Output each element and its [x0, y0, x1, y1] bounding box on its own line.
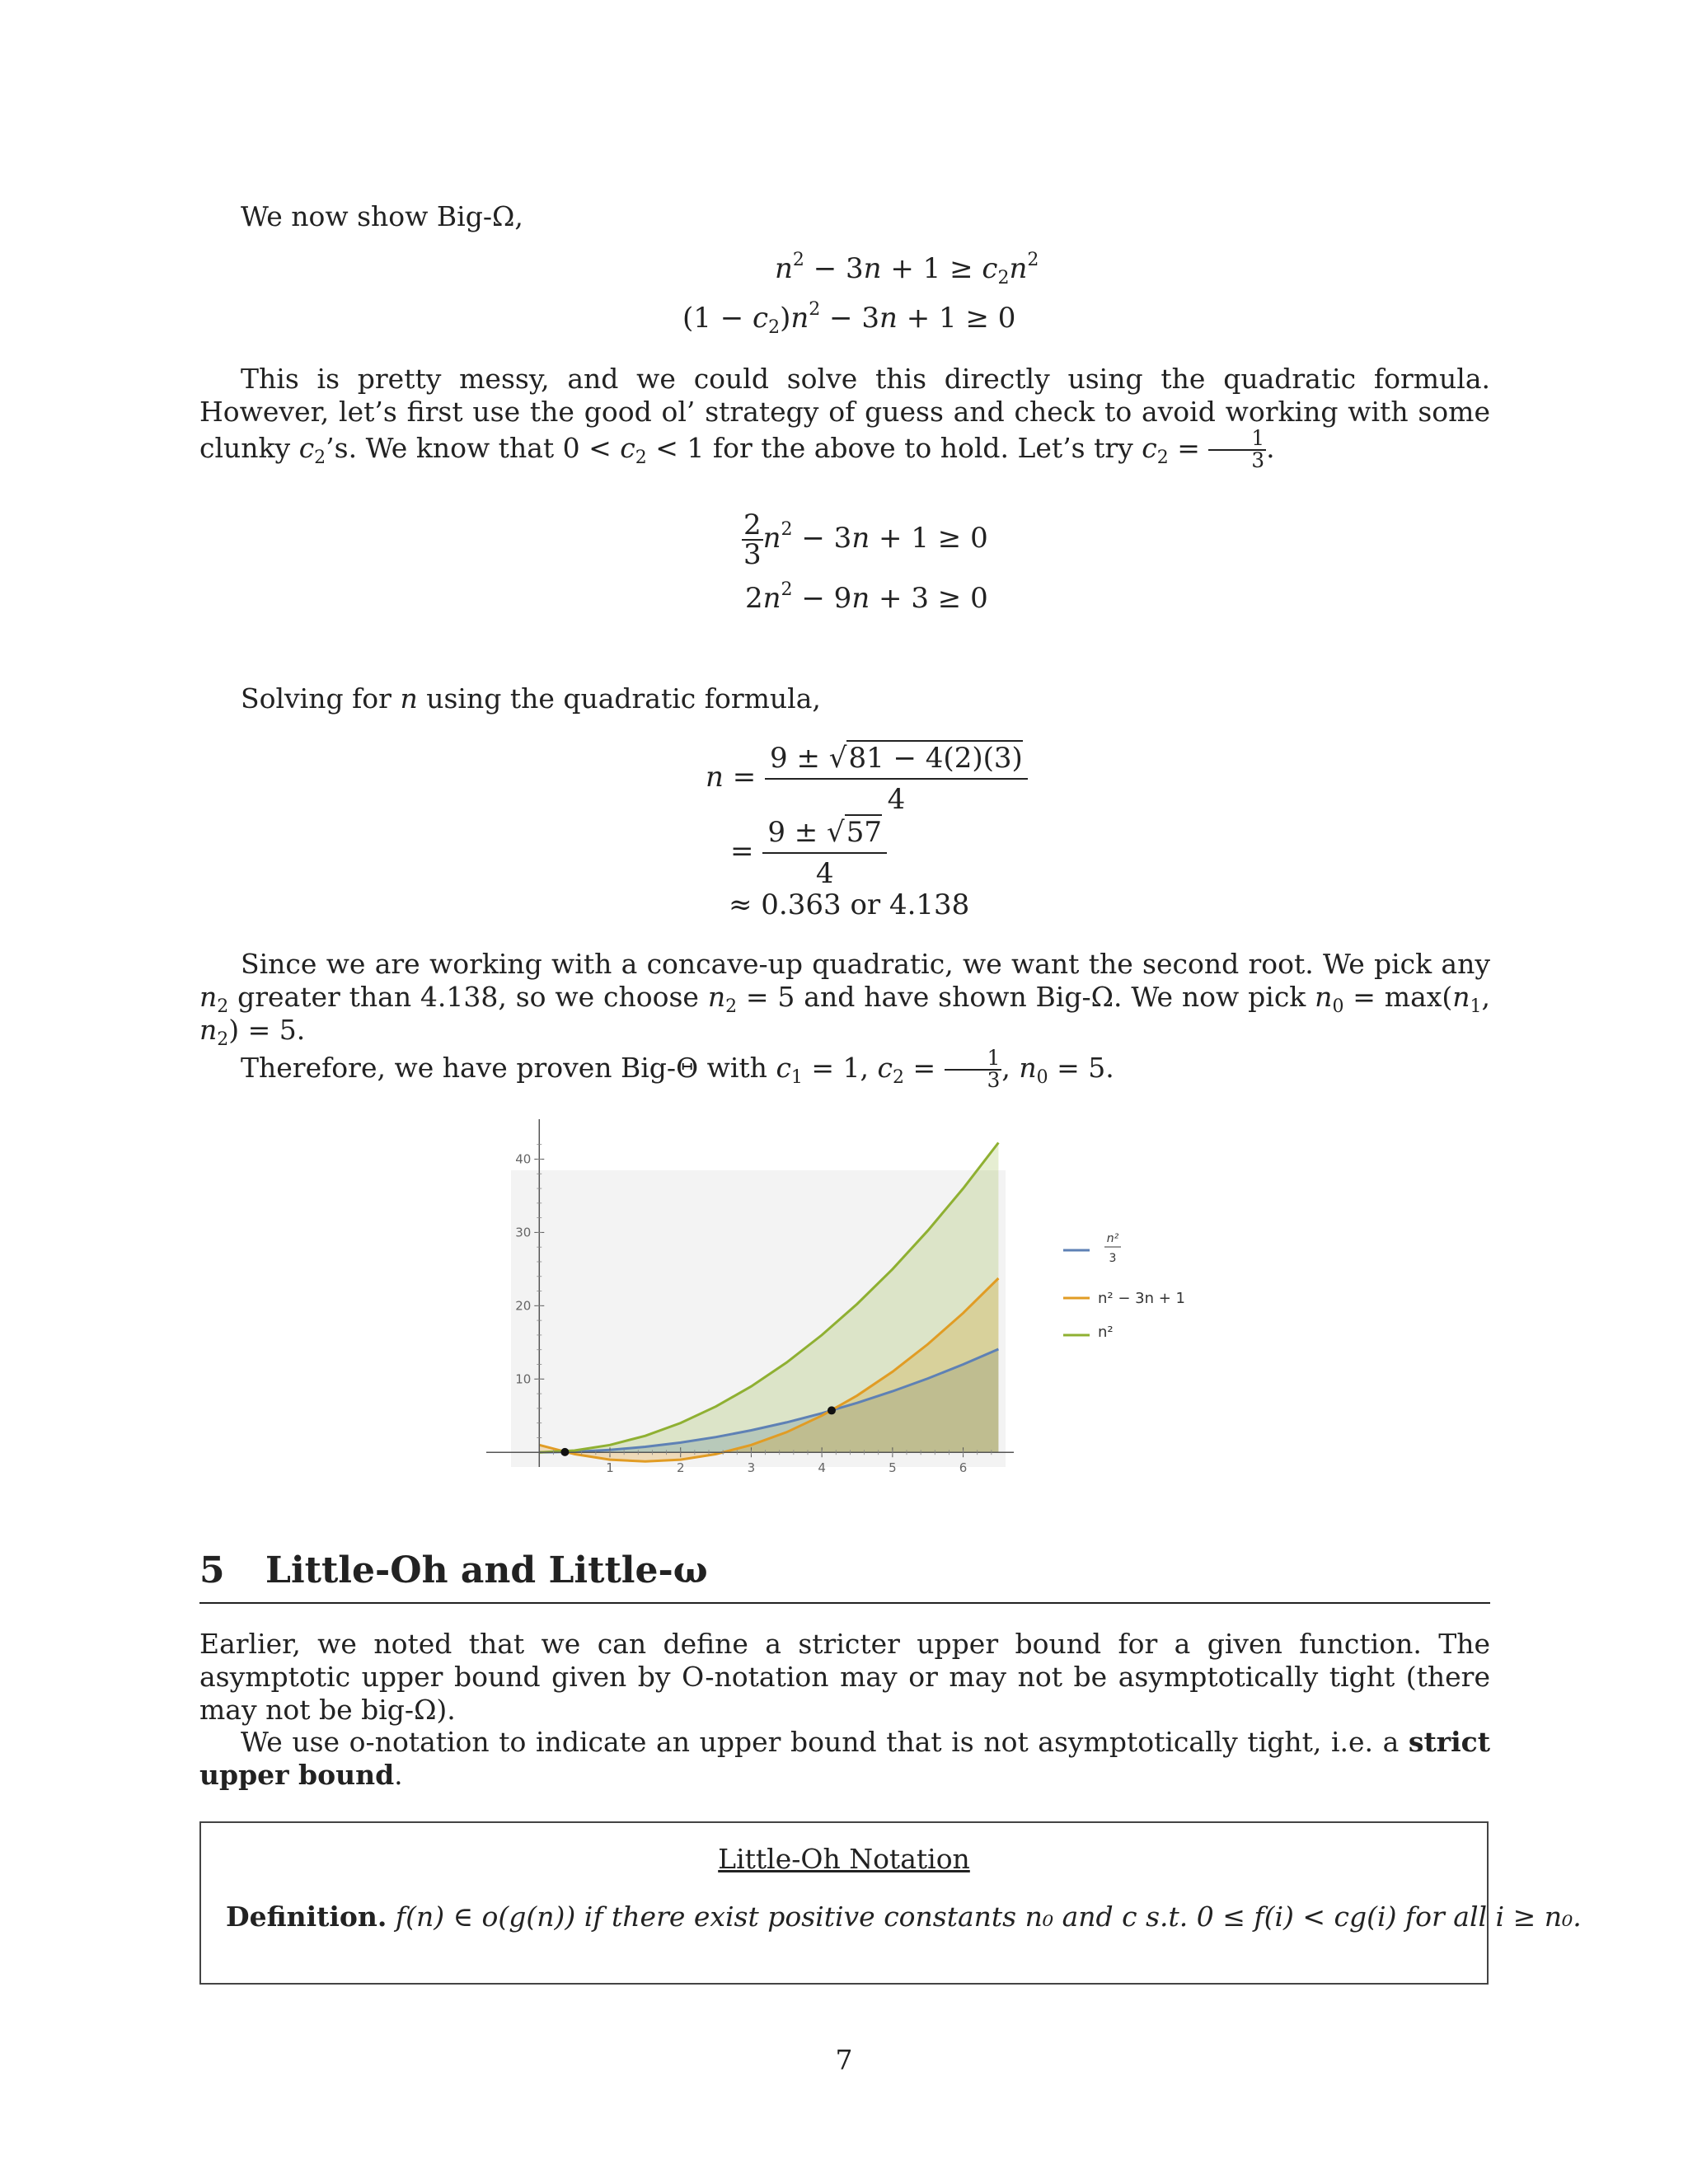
equation-guess-2: $2n^2 - 9n + 3 \ge 0$ — [745, 579, 988, 615]
section-title: Little-Oh and Little-ω — [265, 1549, 708, 1591]
x-tick-label: 2 — [676, 1460, 685, 1476]
equation-guess-1: $\frac{2}{3}$ $n^2 - 3n + 1 \ge 0$ — [743, 509, 988, 571]
y-tick-label: 30 — [515, 1225, 532, 1240]
legend-label-2: n² − 3n + 1 — [1098, 1290, 1185, 1307]
equation-quadratic-3: ≈ 0.363 or 4.138 — [729, 888, 970, 921]
legend-label-1-den: 3 — [1109, 1252, 1117, 1265]
paragraph-earlier: Earlier, we noted that we can define a stricter upper bound for a given function. The asymptotic upper bound given by O-notation may or may not be asymptotically tight (there may not be big-Ω). — [199, 1628, 1490, 1726]
legend-label-1 — [1104, 1232, 1121, 1265]
paragraph-omega-intro: We now show Big-Ω, — [241, 200, 523, 232]
paragraph-therefore: Therefore, we have proven Big-Θ with $c_1 = 1$, $c_2$ = $\frac{1}{3}$ , $n_0 = 5$. — [241, 1046, 1114, 1092]
y-tick-label: 20 — [515, 1298, 532, 1314]
y-tick-label: 40 — [515, 1151, 532, 1167]
paragraph-concave: Since we are working with a concave-up quadratic, we want the second root. We pick any $n_2$ greater than 4.138, so we choose $n_2 = 5$ and have shown Big-Ω. We now pick $n_0 = \max(n_1$, $n_2) = 5$. — [199, 948, 1491, 1050]
x-tick-label: 1 — [606, 1460, 614, 1476]
x-tick-label: 5 — [889, 1460, 897, 1476]
x-tick-label: 6 — [959, 1460, 968, 1476]
legend-label-3: n² — [1098, 1324, 1114, 1341]
equation-quadratic-1: n = $\frac{9 \pm √81 - 4(2)(3)}{4}$ — [706, 742, 1028, 816]
paragraph-solving: Solving for n using the quadratic formula, — [241, 682, 821, 715]
section-heading — [199, 1549, 1490, 1604]
x-tick-label: 4 — [818, 1460, 826, 1476]
page-number: 7 — [835, 2044, 853, 2076]
intersection-point — [560, 1448, 569, 1456]
intersection-point — [828, 1406, 836, 1414]
legend-label-1-num: n² — [1106, 1232, 1119, 1245]
paragraph-guess-check: This is pretty messy, and we could solve this directly using the quadratic formula. However, let’s first use the good ol’ strategy of guess and check to avoid working with some clunky $c_2’s$. We know that $0 < c_2 < 1$ for the above to hold. Let’s try $c_2$ = $\frac{1}{3}$ . — [199, 363, 1490, 472]
paragraph-little-o: We use o-notation to indicate an upper bound that is not asymptotically tight, i.e. a strict upper bound. — [199, 1726, 1490, 1791]
x-tick-label: 3 — [747, 1460, 756, 1476]
definition-box — [199, 1821, 1582, 1985]
section-number: 5 — [199, 1549, 225, 1591]
definition-body: Definition. f(n) ∈ o(g(n)) if there exist positive constants n₀ and c s.t. 0 ≤ f(i) < cg(i) for all i ≥ n₀. — [226, 1900, 1582, 1933]
y-tick-label: 10 — [515, 1371, 532, 1387]
definition-title: Little-Oh Notation — [718, 1843, 970, 1875]
equation-omega-2: $(1 - c_2)n^2 - 3n + 1 \ge 0$ — [682, 299, 1016, 338]
equation-omega-1: $n^2 - 3n + 1 \ge c_2n^2$ — [775, 250, 1039, 288]
equation-quadratic-2: = $\frac{9 \pm √57}{4}$ — [730, 816, 887, 890]
function-plot — [462, 1113, 1203, 1476]
